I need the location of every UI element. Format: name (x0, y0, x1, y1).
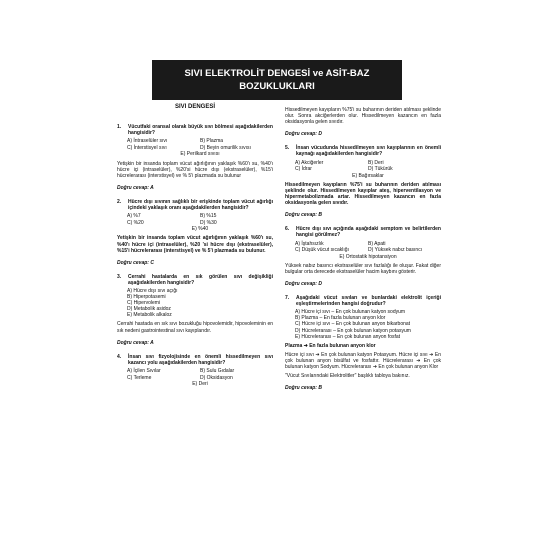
question-6 (285, 226, 441, 238)
question-text: Cerrahi hastalarda en sık görülen sıvı değişikliği aşağıdakilerden hangisidir? (128, 273, 273, 286)
question-number: 4. (117, 353, 122, 360)
option-e: E) %40 (191, 226, 209, 233)
option-a: A) Akciğerler (295, 159, 324, 166)
question-7 (285, 295, 441, 307)
explanation-5: Hissedilmeyen kayıpların %75'i su buharının deriden atılması şeklinde olur. Hissedilmeyen kayıplar ateş, hiperventilasyon ve hipermetabolizmada artar. Hissedilmeyen kazancın en fazla oksidasyonla gelen sıvıdır. (285, 181, 441, 207)
option-d: D) Beyin omurilik sıvısı (200, 144, 251, 151)
option-c: C) %20 (127, 219, 144, 226)
chapter-title-line1: SIVI ELEKTROLİT DENGESİ ve ASİT-BAZ (184, 68, 370, 79)
question-5 (285, 145, 441, 157)
option-c: C) Düşük vücut sıcaklığı (295, 247, 349, 254)
answer-5: Doğru cevap: B (285, 212, 322, 219)
question-number: 7. (285, 295, 290, 302)
option-e: E) Hücrelerarası – En çok bulunan anyon fosfat (295, 333, 401, 340)
option-a: A) İntraselüler sıvı (127, 138, 168, 145)
option-a: A) %7 (127, 213, 141, 220)
question-text: İnsan vücudunda hissedilmeyen sıvı kayıplarının en önemli kaynağı aşağıdakilerden hangisidir? (296, 145, 441, 158)
option-a: A) Hücre içi sıvı – En çok bulunan katyon sodyum (295, 309, 406, 316)
options-1 (127, 138, 273, 157)
option-b: B) %15 (200, 213, 217, 220)
question-4 (117, 354, 273, 366)
option-e: E) Bağırsaklar (352, 172, 384, 179)
option-d: D) Oksidasyon (200, 374, 233, 381)
option-c: C) Terleme (127, 374, 152, 381)
left-column (117, 102, 273, 387)
explanation-7-line3: "Vücut Sıvılarındaki Elektrolitler" başlıklı tabloya bakınız. (285, 373, 410, 380)
question-number: 5. (285, 145, 290, 152)
explanation-1: Yetişkin bir insanda toplam vücut ağırlığının yaklaşık %60'ı su, %40'ı hücre içi (intraselüler), %20'si hücre dışı (ekstraselüler), %15'i hücrelerarası (interstisyel) ve % 5'i plazmada su bulunur (117, 160, 273, 179)
options-5 (295, 160, 441, 179)
option-e: E) Perilkard sıvısı (180, 151, 220, 158)
options-4 (127, 368, 273, 387)
option-d: D) Hücrelerarası – En çok bulunan katyon potasyum (295, 327, 411, 334)
chapter-title-line2: BOZUKLUKLARI (239, 81, 315, 92)
option-b: B) Sulu Gıdalar (200, 367, 235, 374)
question-number: 2. (117, 198, 122, 205)
right-column (285, 104, 441, 399)
answer-2: Doğru cevap: C (117, 259, 154, 266)
question-3 (117, 274, 273, 286)
answer-6: Doğru cevap: D (285, 280, 322, 287)
option-b: B) Plazma (200, 138, 224, 145)
option-c: C) Hipervolemi (127, 300, 161, 307)
question-text: Aşağıdaki vücut sıvıları ve bunlardaki elektrolit içeriği eşleştirmelerinden hangisi doğrudur? (296, 295, 441, 308)
explanation-2: Yetişkin bir insanda toplam vücut ağırlığının yaklaşık %60'ı su, %40'ı hücre içi (intraselüler), %20 'si hücre dışı (ekstraselüler), %15'i hücrelerarası (interstisyel) ve % 5'i plazmada su bulunur. (117, 235, 273, 254)
chapter-title-banner (152, 60, 402, 100)
option-b: B) Deri (368, 159, 384, 166)
option-b: B) Plazma – En fazla bulunan anyon klor (295, 315, 386, 322)
option-a: A) Hücre dışı sıvı açığı (127, 287, 178, 294)
option-d: D) Metabolik asidoz (127, 306, 171, 313)
question-number: 6. (285, 226, 290, 233)
answer-1: Doğru cevap: A (117, 184, 154, 191)
option-e: E) Deri (192, 381, 208, 388)
question-text: Hücre dışı sıvının sağlıklı bir erişkinde toplam vücut ağırlığı içindeki yaklaşık oranı aşağıdakilerden hangisidir? (128, 198, 273, 212)
answer-4: Doğru cevap: D (285, 131, 322, 138)
option-e: E) Metabolik alkaloz (127, 312, 172, 319)
option-d: D) Tükürük (368, 166, 393, 173)
explanation-6: Yüksek nabız basıncı ekstraselüler sıvı fazlalığı ile oluşur. Fakat diğer bulgular orta derecede ekstraselüler hacim kaybını gösterir. (285, 262, 441, 275)
question-text: Vücutfaki oransal olarak büyük sıvı bölmesi aşağıdakilerden hangisidir? (128, 124, 273, 137)
option-d: D) Yüksek nabız basıncı (368, 247, 423, 254)
explanation-4: Hissedilmeyen kayıpların %75'i su buharının deriden atılması şeklinde olur. Sonra akciğerlerden olur. Hissedilmeyen kazancın en fazla oksidasyonla gelen sıvıdır. (285, 107, 441, 126)
option-c: C) İdrar (295, 166, 312, 173)
option-a: A) İştahsızlık (295, 240, 324, 247)
section-title: SIVI DENGESİ (174, 104, 215, 110)
option-c: C) Hücre içi sıvı – En çok bulunan anyon bikarbonat (295, 321, 411, 328)
option-b: B) Apati (368, 240, 386, 247)
options-3 (127, 288, 273, 318)
explanation-7-line1: Plazma ➜ En fazla bulunan anyon klor (285, 342, 376, 349)
explanation-3: Cerrahi hastada en sık sıvı bozukluğu hipovolemidir, hipovoleminin en sık nedeni gastrointestinal sıvı kayıplarıdır. (117, 321, 273, 334)
question-text: İnsan sıvı fizyolojisinde en önemli hissedilmeyen sıvı kazancı yolu aşağıdakilerden hangisidir? (128, 353, 273, 366)
options-7 (295, 309, 441, 339)
option-a: A) İçilen Sıvılar (127, 367, 161, 374)
question-2 (117, 199, 273, 211)
question-number: 3. (117, 273, 122, 280)
answer-3: Doğru cevap: A (117, 339, 154, 346)
question-text: Hücre dışı sıvı açığında aşağıdaki semptom ve belirtilerden hangisi görülmez? (296, 226, 441, 239)
option-c: C) İnterstisyel sıvı (127, 144, 167, 151)
option-e: E) Ortostatik hipotansiyon (339, 253, 397, 260)
options-2 (127, 213, 273, 232)
question-number: 1. (117, 124, 122, 131)
option-d: D) %30 (200, 219, 217, 226)
options-6 (295, 241, 441, 260)
explanation-7-line2: Hücre içi sıvı ➜ En çok bulunan katyon Potasyum. Hücre içi sıvı ➜ En çok bulunan anyon bisülfat ve fosfattır. Hücrelerarası ➜ En çok bulunan katyon Sodyum. Hücrelerarası ➜ En çok bulunan anyon Klor (285, 351, 441, 370)
option-b: B) Hiperpotasemi (127, 294, 166, 301)
answer-7: Doğru cevap: B (285, 385, 322, 392)
question-1 (117, 124, 273, 136)
